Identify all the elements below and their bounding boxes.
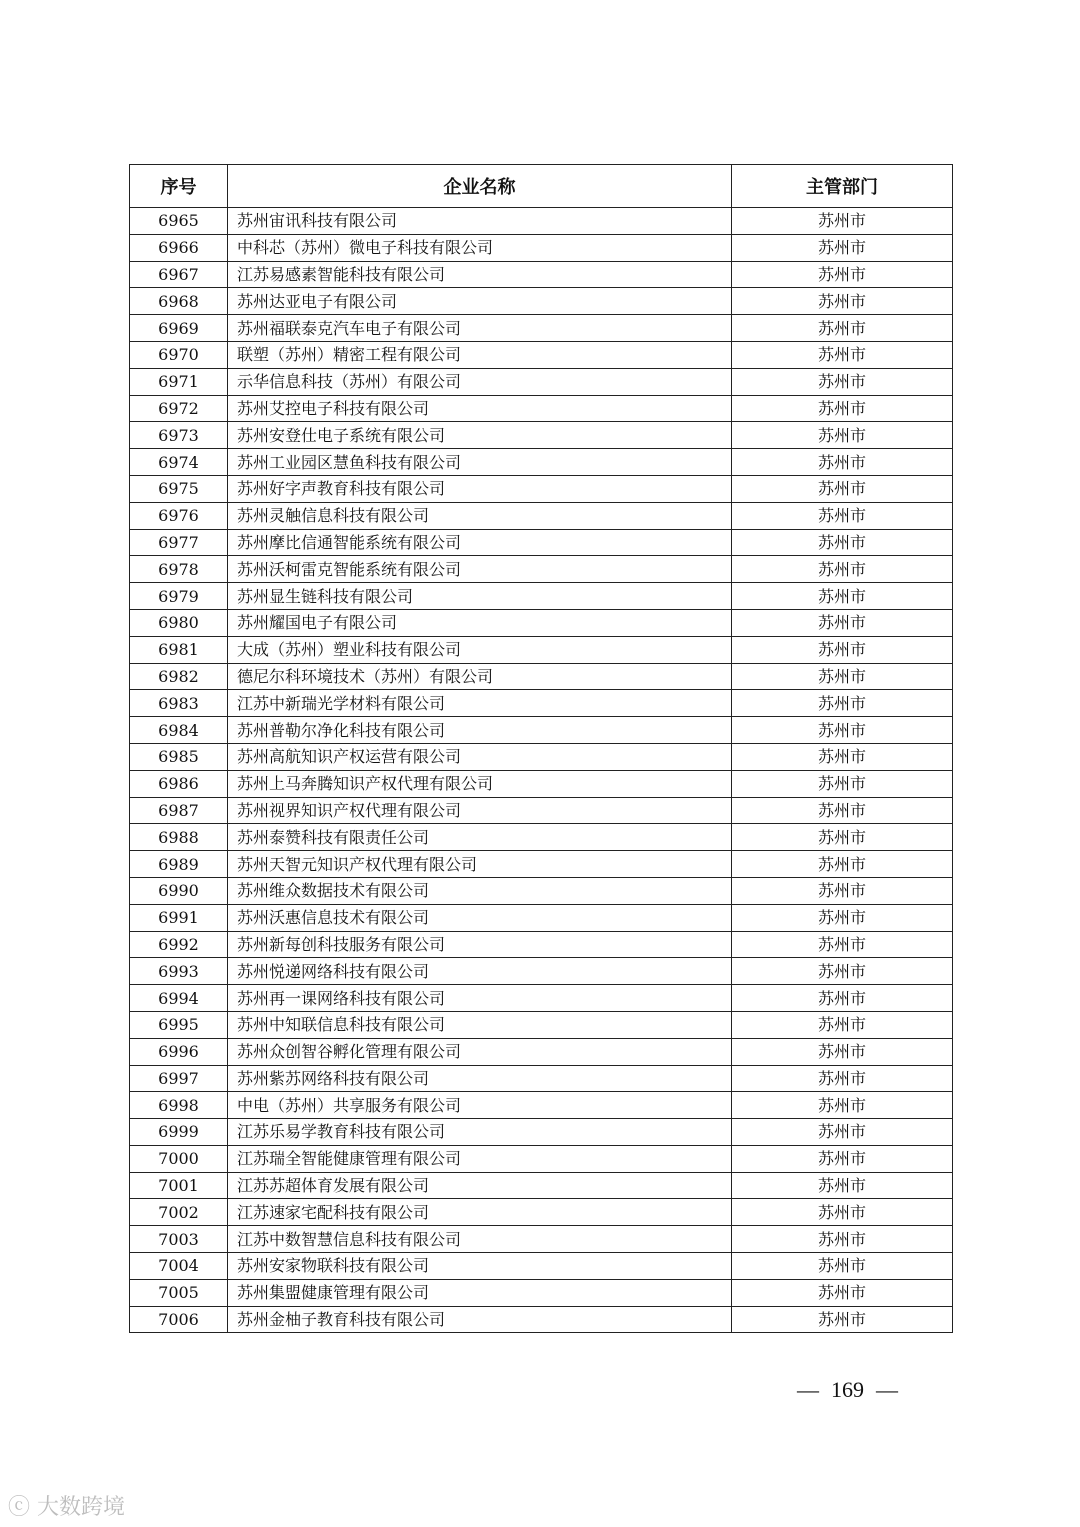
watermark-logo	[8, 1490, 125, 1521]
company-name: 联塑（苏州）精密工程有限公司	[228, 341, 732, 368]
table-row	[130, 475, 953, 502]
department: 苏州市	[732, 636, 953, 663]
row-index: 6980	[130, 609, 228, 636]
row-index: 6976	[130, 502, 228, 529]
row-index: 7004	[130, 1253, 228, 1280]
company-name: 苏州福联泰克汽车电子有限公司	[228, 315, 732, 342]
table-row	[130, 529, 953, 556]
department: 苏州市	[732, 1145, 953, 1172]
company-name: 苏州普勒尔净化科技有限公司	[228, 717, 732, 744]
row-index: 7000	[130, 1145, 228, 1172]
row-index: 6997	[130, 1065, 228, 1092]
department: 苏州市	[732, 1172, 953, 1199]
company-name: 苏州沃柯雷克智能系统有限公司	[228, 556, 732, 583]
company-name: 苏州安登仕电子系统有限公司	[228, 422, 732, 449]
department: 苏州市	[732, 1011, 953, 1038]
row-index: 6987	[130, 797, 228, 824]
department: 苏州市	[732, 797, 953, 824]
department: 苏州市	[732, 904, 953, 931]
company-name: 江苏瑞全智能健康管理有限公司	[228, 1145, 732, 1172]
page-number: 169	[831, 1377, 864, 1402]
department: 苏州市	[732, 288, 953, 315]
company-name: 江苏速家宅配科技有限公司	[228, 1199, 732, 1226]
row-index: 6989	[130, 851, 228, 878]
department: 苏州市	[732, 449, 953, 476]
department: 苏州市	[732, 1306, 953, 1333]
row-index: 6986	[130, 770, 228, 797]
row-index: 6999	[130, 1119, 228, 1146]
table-row	[130, 797, 953, 824]
department: 苏州市	[732, 208, 953, 235]
row-index: 6970	[130, 341, 228, 368]
table-row	[130, 609, 953, 636]
company-name: 苏州集盟健康管理有限公司	[228, 1279, 732, 1306]
department: 苏州市	[732, 931, 953, 958]
row-index: 6983	[130, 690, 228, 717]
company-name: 苏州灵触信息科技有限公司	[228, 502, 732, 529]
department: 苏州市	[732, 770, 953, 797]
row-index: 6994	[130, 985, 228, 1012]
row-index: 6985	[130, 743, 228, 770]
table-row	[130, 690, 953, 717]
table-row	[130, 877, 953, 904]
table-row	[130, 422, 953, 449]
company-name: 江苏苏超体育发展有限公司	[228, 1172, 732, 1199]
company-name: 大成（苏州）塑业科技有限公司	[228, 636, 732, 663]
row-index: 6978	[130, 556, 228, 583]
page-dash-right: —	[876, 1377, 898, 1402]
department: 苏州市	[732, 1065, 953, 1092]
department: 苏州市	[732, 1226, 953, 1253]
department: 苏州市	[732, 475, 953, 502]
table-row	[130, 208, 953, 235]
row-index: 6968	[130, 288, 228, 315]
department: 苏州市	[732, 1199, 953, 1226]
department: 苏州市	[732, 1038, 953, 1065]
row-index: 6991	[130, 904, 228, 931]
company-name: 江苏易感素智能科技有限公司	[228, 261, 732, 288]
row-index: 6971	[130, 368, 228, 395]
department: 苏州市	[732, 368, 953, 395]
department: 苏州市	[732, 985, 953, 1012]
company-name: 苏州高航知识产权运营有限公司	[228, 743, 732, 770]
department: 苏州市	[732, 851, 953, 878]
company-name: 苏州泰赞科技有限责任公司	[228, 824, 732, 851]
table-row	[130, 234, 953, 261]
company-name: 苏州新每创科技服务有限公司	[228, 931, 732, 958]
department: 苏州市	[732, 663, 953, 690]
table-row	[130, 1038, 953, 1065]
department: 苏州市	[732, 502, 953, 529]
table-row	[130, 583, 953, 610]
department: 苏州市	[732, 556, 953, 583]
table-row	[130, 636, 953, 663]
row-index: 6977	[130, 529, 228, 556]
row-index: 6995	[130, 1011, 228, 1038]
table-row	[130, 1119, 953, 1146]
table-row	[130, 743, 953, 770]
watermark-text: 大数跨境	[37, 1495, 126, 1520]
company-name: 苏州宙讯科技有限公司	[228, 208, 732, 235]
table-row	[130, 315, 953, 342]
department: 苏州市	[732, 315, 953, 342]
department: 苏州市	[732, 743, 953, 770]
table-row	[130, 368, 953, 395]
company-name: 苏州沃惠信息技术有限公司	[228, 904, 732, 931]
table-row	[130, 1065, 953, 1092]
department: 苏州市	[732, 529, 953, 556]
table-row	[130, 449, 953, 476]
table-row	[130, 663, 953, 690]
company-name: 苏州上马奔腾知识产权代理有限公司	[228, 770, 732, 797]
department: 苏州市	[732, 609, 953, 636]
department: 苏州市	[732, 717, 953, 744]
table-row	[130, 770, 953, 797]
table-row	[130, 1279, 953, 1306]
table-row	[130, 1199, 953, 1226]
row-index: 6981	[130, 636, 228, 663]
row-index: 6965	[130, 208, 228, 235]
row-index: 7005	[130, 1279, 228, 1306]
company-name: 江苏中新瑞光学材料有限公司	[228, 690, 732, 717]
table-row	[130, 1145, 953, 1172]
enterprise-table	[129, 164, 953, 1333]
table-row	[130, 958, 953, 985]
company-name: 苏州艾控电子科技有限公司	[228, 395, 732, 422]
company-name: 苏州显生链科技有限公司	[228, 583, 732, 610]
company-name: 苏州维众数据技术有限公司	[228, 877, 732, 904]
page-number-footer	[797, 1377, 898, 1403]
company-name: 苏州达亚电子有限公司	[228, 288, 732, 315]
company-name: 江苏乐易学教育科技有限公司	[228, 1119, 732, 1146]
company-name: 苏州中知联信息科技有限公司	[228, 1011, 732, 1038]
row-index: 6993	[130, 958, 228, 985]
table-row	[130, 502, 953, 529]
company-name: 中科芯（苏州）微电子科技有限公司	[228, 234, 732, 261]
watermark-icon: ⓒ	[8, 1495, 31, 1520]
department: 苏州市	[732, 824, 953, 851]
row-index: 6967	[130, 261, 228, 288]
row-index: 7006	[130, 1306, 228, 1333]
company-name: 苏州金柚子教育科技有限公司	[228, 1306, 732, 1333]
department: 苏州市	[732, 261, 953, 288]
page-dash-left: —	[797, 1377, 819, 1402]
table-row	[130, 395, 953, 422]
company-name: 苏州耀国电子有限公司	[228, 609, 732, 636]
table-row	[130, 717, 953, 744]
table-row	[130, 985, 953, 1012]
row-index: 6966	[130, 234, 228, 261]
department: 苏州市	[732, 958, 953, 985]
department: 苏州市	[732, 583, 953, 610]
department: 苏州市	[732, 1279, 953, 1306]
company-name: 苏州天智元知识产权代理有限公司	[228, 851, 732, 878]
company-name: 苏州工业园区慧鱼科技有限公司	[228, 449, 732, 476]
table-row	[130, 1253, 953, 1280]
row-index: 6990	[130, 877, 228, 904]
table-row	[130, 824, 953, 851]
department: 苏州市	[732, 877, 953, 904]
row-index: 6992	[130, 931, 228, 958]
table-header-row	[130, 165, 953, 208]
row-index: 6982	[130, 663, 228, 690]
table-row	[130, 1092, 953, 1119]
table-row	[130, 931, 953, 958]
row-index: 7002	[130, 1199, 228, 1226]
department: 苏州市	[732, 690, 953, 717]
company-name: 德尼尔科环境技术（苏州）有限公司	[228, 663, 732, 690]
department: 苏州市	[732, 341, 953, 368]
row-index: 6984	[130, 717, 228, 744]
row-index: 6979	[130, 583, 228, 610]
table-row	[130, 556, 953, 583]
row-index: 6972	[130, 395, 228, 422]
company-name: 苏州好字声教育科技有限公司	[228, 475, 732, 502]
row-index: 6975	[130, 475, 228, 502]
company-name: 苏州紫苏网络科技有限公司	[228, 1065, 732, 1092]
row-index: 7001	[130, 1172, 228, 1199]
department: 苏州市	[732, 1119, 953, 1146]
table-row	[130, 1226, 953, 1253]
row-index: 6998	[130, 1092, 228, 1119]
row-index: 6974	[130, 449, 228, 476]
header-index: 序号	[130, 165, 228, 208]
table-row	[130, 1011, 953, 1038]
department: 苏州市	[732, 422, 953, 449]
company-name: 苏州再一课网络科技有限公司	[228, 985, 732, 1012]
company-name: 苏州摩比信通智能系统有限公司	[228, 529, 732, 556]
company-name: 苏州悦递网络科技有限公司	[228, 958, 732, 985]
header-department: 主管部门	[732, 165, 953, 208]
company-name: 苏州安家物联科技有限公司	[228, 1253, 732, 1280]
table-row	[130, 288, 953, 315]
header-company-name: 企业名称	[228, 165, 732, 208]
company-name: 中电（苏州）共享服务有限公司	[228, 1092, 732, 1119]
table-row	[130, 904, 953, 931]
company-name: 苏州众创智谷孵化管理有限公司	[228, 1038, 732, 1065]
department: 苏州市	[732, 234, 953, 261]
table-row	[130, 341, 953, 368]
row-index: 6973	[130, 422, 228, 449]
row-index: 6996	[130, 1038, 228, 1065]
company-name: 江苏中数智慧信息科技有限公司	[228, 1226, 732, 1253]
table-row	[130, 1172, 953, 1199]
company-name: 苏州视界知识产权代理有限公司	[228, 797, 732, 824]
table-row	[130, 851, 953, 878]
row-index: 7003	[130, 1226, 228, 1253]
row-index: 6988	[130, 824, 228, 851]
department: 苏州市	[732, 1092, 953, 1119]
department: 苏州市	[732, 1253, 953, 1280]
row-index: 6969	[130, 315, 228, 342]
table-row	[130, 261, 953, 288]
department: 苏州市	[732, 395, 953, 422]
company-name: 示华信息科技（苏州）有限公司	[228, 368, 732, 395]
table-row	[130, 1306, 953, 1333]
